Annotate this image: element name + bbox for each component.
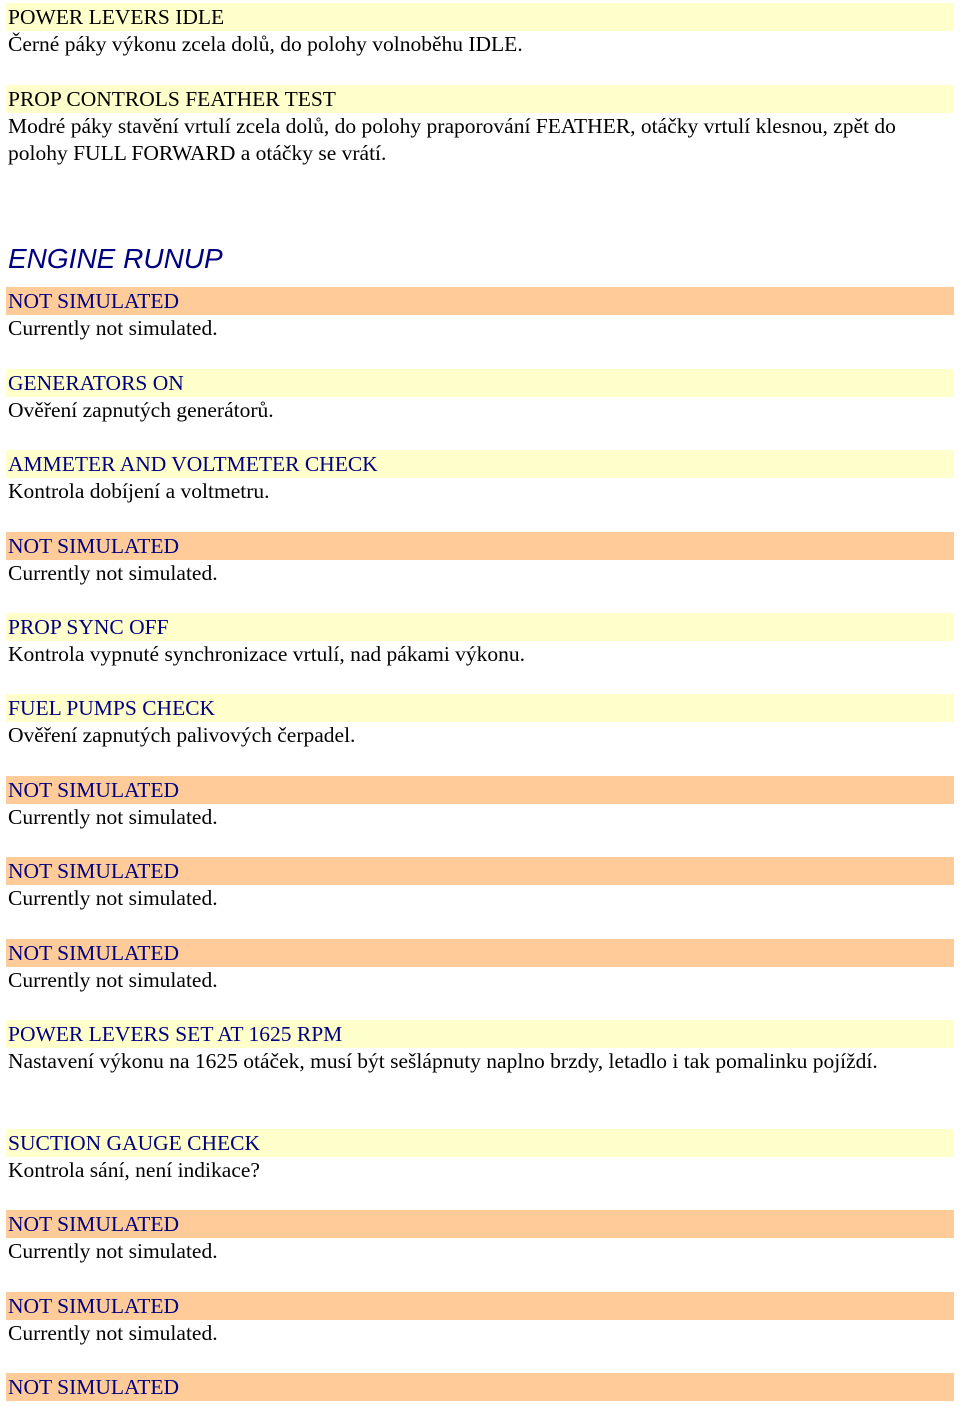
checklist-item-fuel-pumps-check	[6, 694, 954, 749]
item-header: NOT SIMULATED	[6, 776, 954, 804]
item-description: Currently not simulated.	[8, 1321, 218, 1345]
checklist-item-generators-on	[6, 369, 954, 424]
item-header: GENERATORS ON	[6, 369, 954, 397]
checklist-item-not-simulated	[6, 939, 954, 994]
checklist-item-power-levers-idle	[6, 3, 954, 58]
item-header: NOT SIMULATED	[6, 1210, 954, 1238]
item-description: Currently not simulated.	[8, 886, 218, 910]
item-description: Ověření zapnutých generátorů.	[8, 398, 274, 422]
checklist-item-power-levers-1625-rpm	[6, 1020, 954, 1075]
item-description: Kontrola dobíjení a voltmetru.	[8, 479, 270, 503]
item-description: Currently not simulated.	[8, 561, 218, 585]
item-description: Kontrola sání, není indikace?	[8, 1158, 260, 1182]
checklist-item-not-simulated	[6, 1292, 954, 1347]
item-header: PROP SYNC OFF	[6, 613, 954, 641]
item-header: POWER LEVERS IDLE	[6, 3, 954, 31]
checklist-item-not-simulated	[6, 857, 954, 912]
item-description: Currently not simulated.	[8, 805, 218, 829]
item-description: Nastavení výkonu na 1625 otáček, musí být sešlápnuty naplno brzdy, letadlo i tak pomalinku pojíždí.	[8, 1049, 878, 1073]
item-header: NOT SIMULATED	[6, 287, 954, 315]
item-header: NOT SIMULATED	[6, 532, 954, 560]
item-description: Currently not simulated.	[8, 316, 218, 340]
item-header: AMMETER AND VOLTMETER CHECK	[6, 450, 954, 478]
item-description: Currently not simulated.	[8, 968, 218, 992]
checklist-item-suction-gauge-check	[6, 1129, 954, 1184]
checklist-item-prop-sync-off	[6, 613, 954, 668]
item-header: NOT SIMULATED	[6, 939, 954, 967]
checklist-item-ammeter-voltmeter-check	[6, 450, 954, 505]
checklist-item-not-simulated	[6, 287, 954, 342]
item-header: PROP CONTROLS FEATHER TEST	[6, 85, 954, 113]
item-description: Ověření zapnutých palivových čerpadel.	[8, 723, 356, 747]
section-title: ENGINE RUNUP	[8, 243, 223, 274]
checklist-item-not-simulated	[6, 1373, 954, 1401]
item-header: NOT SIMULATED	[6, 1373, 954, 1401]
item-description: Černé páky výkonu zcela dolů, do polohy volnoběhu IDLE.	[8, 32, 523, 56]
checklist-item-not-simulated	[6, 532, 954, 587]
item-header: SUCTION GAUGE CHECK	[6, 1129, 954, 1157]
item-header: POWER LEVERS SET AT 1625 RPM	[6, 1020, 954, 1048]
checklist-item-prop-controls-feather-test	[6, 85, 954, 167]
checklist-item-not-simulated	[6, 776, 954, 831]
item-description: Modré páky stavění vrtulí zcela dolů, do polohy praporování FEATHER, otáčky vrtulí klesnou, zpět do polohy FULL FORWARD a otáčky se vrátí.	[8, 114, 896, 165]
item-description: Currently not simulated.	[8, 1239, 218, 1263]
item-description: Kontrola vypnuté synchronizace vrtulí, nad pákami výkonu.	[8, 642, 526, 666]
checklist-item-not-simulated	[6, 1210, 954, 1265]
item-header: NOT SIMULATED	[6, 857, 954, 885]
item-header: FUEL PUMPS CHECK	[6, 694, 954, 722]
item-header: NOT SIMULATED	[6, 1292, 954, 1320]
